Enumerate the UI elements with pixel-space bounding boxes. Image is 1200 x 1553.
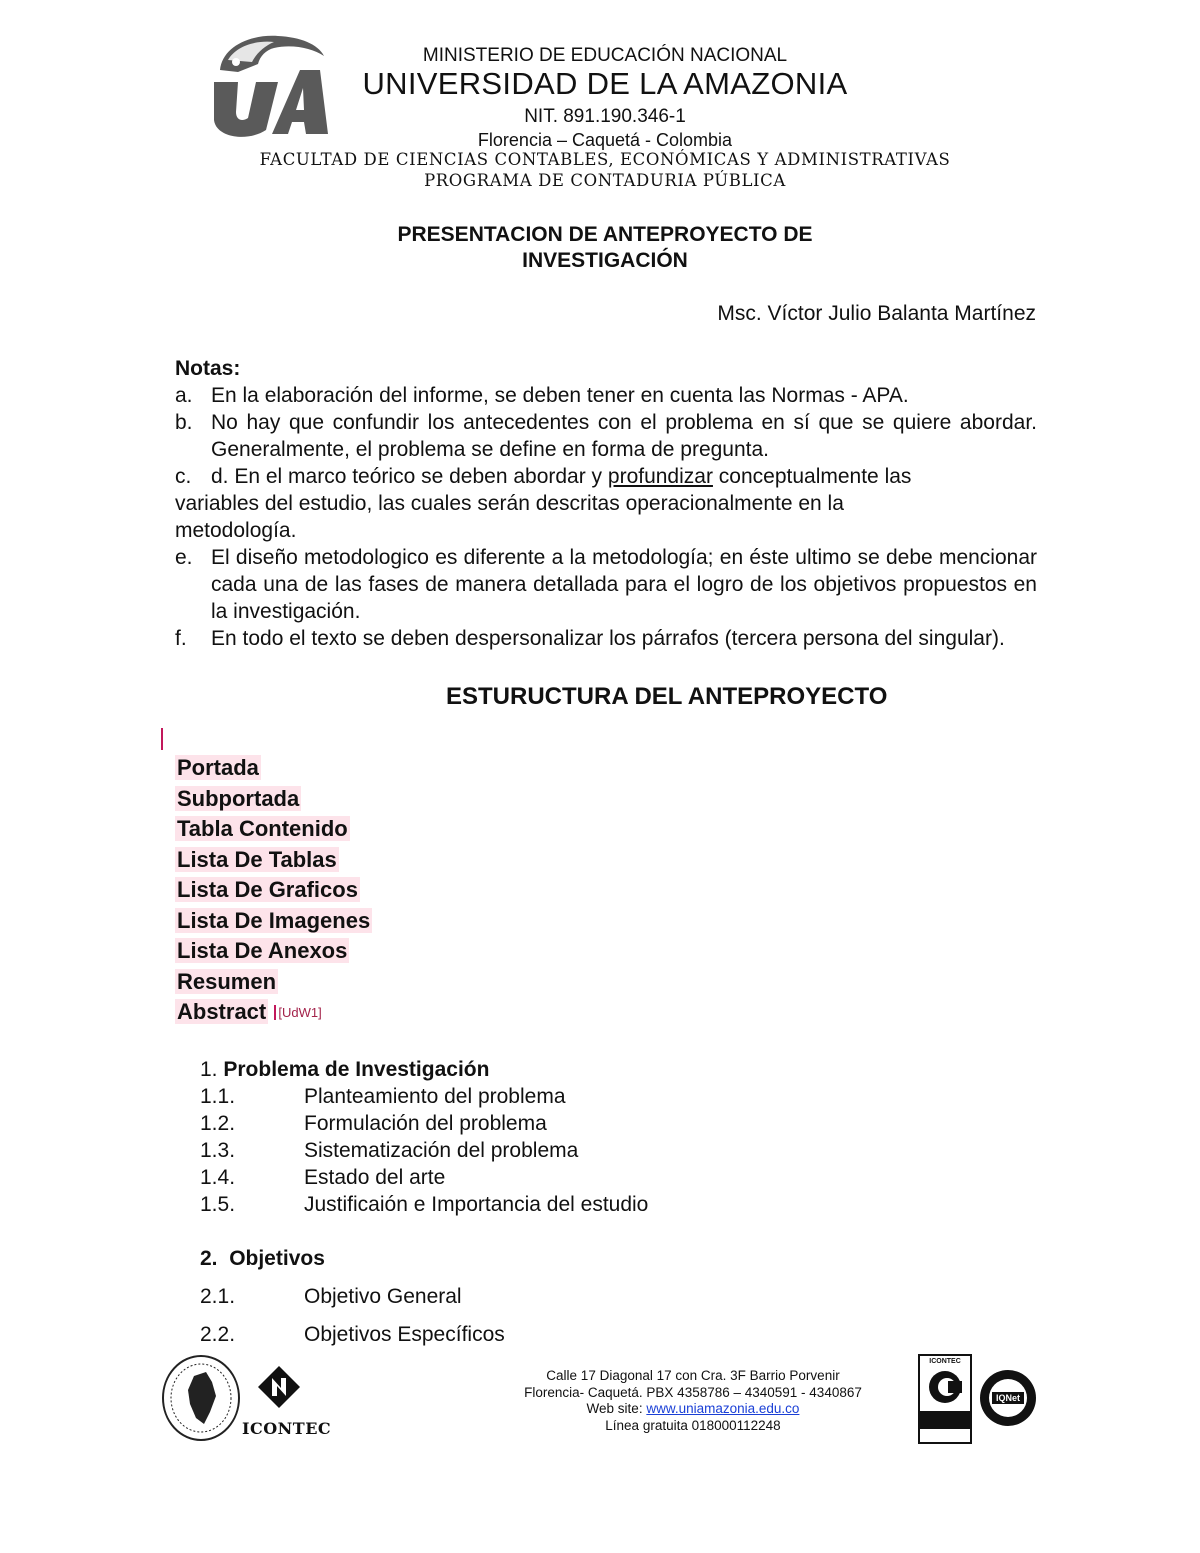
cert-label: ICONTEC: [929, 1358, 961, 1365]
iqnet-label: IQNet: [995, 1393, 1020, 1403]
section-item: [200, 1110, 648, 1137]
item-text: Objetivos Específicos: [304, 1323, 505, 1346]
item-number: 1.4.: [200, 1166, 236, 1189]
note-item: [175, 463, 1037, 490]
toc-item[interactable]: [175, 845, 372, 876]
section-heading: Problema de Investigación: [223, 1058, 490, 1081]
section-heading: Objetivos: [229, 1247, 325, 1270]
toc-list: [175, 753, 372, 1028]
note-label: f.: [175, 627, 187, 650]
toc-item-label: Subportada: [177, 785, 300, 811]
note-item: [175, 409, 1037, 463]
note-text-part: conceptualmente las: [712, 465, 912, 488]
toc-item[interactable]: [175, 814, 372, 845]
note-label: a.: [175, 384, 193, 407]
document-title-line1: PRESENTACION DE ANTEPROYECTO DE: [397, 223, 813, 246]
iqnet-icon: [978, 1368, 1038, 1428]
toc-item[interactable]: [175, 753, 372, 784]
section-item: [200, 1191, 648, 1218]
toc-item[interactable]: [175, 997, 372, 1028]
note-item: [175, 382, 1037, 409]
item-text: Estado del arte: [304, 1166, 446, 1189]
section-heading-row: [200, 1056, 648, 1083]
section-heading-row: [200, 1245, 505, 1283]
university-name: UNIVERSIDAD DE LA AMAZONIA: [362, 66, 848, 101]
program-name: PROGRAMA DE CONTADURIA PÚBLICA: [424, 171, 786, 190]
note-label: c.: [175, 465, 192, 488]
note-label: b.: [175, 411, 193, 434]
faculty-name: FACULTAD DE CIENCIAS CONTABLES, ECONÓMICAS Y ADMINISTRATIVAS: [259, 150, 951, 169]
note-text: No hay que confundir los antecedentes con el problema en sí que se quiere abordar. Generalmente, el problema se define en forma de pregunta.: [211, 411, 1037, 461]
structure-title: ESTURUCTURA DEL ANTEPROYECTO: [446, 683, 888, 710]
section-number: 2.: [200, 1247, 218, 1270]
cert-band: [920, 1411, 970, 1429]
item-text: Justificaión e Importancia del estudio: [304, 1193, 649, 1216]
comment-marker[interactable]: [UdW1]: [274, 1005, 321, 1020]
item-number: 1.1.: [200, 1085, 236, 1108]
text-cursor: [161, 728, 163, 750]
note-text: En la elaboración del informe, se deben tener en cuenta las Normas - APA.: [211, 384, 909, 407]
toc-item[interactable]: [175, 906, 372, 937]
toc-item-label: Tabla Contenido: [177, 816, 348, 841]
footer-phones: Florencia- Caquetá. PBX 4358786 – 4340591 - 4340867: [524, 1384, 862, 1400]
footer-hotline: Línea gratuita 018000112248: [605, 1417, 781, 1433]
note-text: En todo el texto se deben despersonalizar los párrafos (tercera persona del singular).: [211, 627, 1005, 650]
section-item: [200, 1283, 505, 1321]
website-link[interactable]: www.uniamazonia.edu.co: [646, 1401, 800, 1416]
note-label: e.: [175, 546, 193, 569]
section-problema: [200, 1056, 648, 1218]
section-item: [200, 1321, 505, 1359]
note-continuation: variables del estudio, las cuales serán descritas operacionalmente en la metodología.: [175, 492, 844, 542]
item-text: Planteamiento del problema: [304, 1085, 566, 1108]
item-number: 1.5.: [200, 1193, 236, 1216]
note-item: [175, 625, 1037, 652]
ministry-name: MINISTERIO DE EDUCACIÓN NACIONAL: [422, 45, 788, 66]
icontec-label: ICONTEC: [242, 1419, 332, 1438]
toc-item-label: Lista De Graficos: [177, 877, 358, 902]
web-label: Web site:: [586, 1401, 643, 1416]
toc-item-label: Lista De Imagenes: [177, 907, 371, 933]
author-name: Msc. Víctor Julio Balanta Martínez: [717, 302, 1036, 325]
location: Florencia – Caquetá - Colombia: [477, 130, 733, 150]
footer-web: [380, 1401, 1006, 1418]
toc-item[interactable]: [175, 875, 372, 906]
toc-item-label: Lista De Tablas: [177, 846, 337, 872]
note-item: [175, 544, 1037, 625]
notes-heading: Notas:: [175, 357, 241, 380]
section-number: 1.: [200, 1058, 218, 1081]
note-text: El diseño metodologico es diferente a la metodología; en éste ultimo se debe mencionar cada una de las fases de manera detallada para el logro de los objetivos propuestos en la investigación.: [211, 546, 1037, 623]
section-item: [200, 1137, 648, 1164]
note-text: [211, 463, 1037, 490]
colombia-seal-icon: [160, 1352, 242, 1444]
toc-item[interactable]: [175, 936, 372, 967]
item-text: Objetivo General: [304, 1285, 462, 1308]
item-number: 2.2.: [200, 1323, 236, 1346]
footer-contact: [380, 1368, 1006, 1434]
toc-item-label: Abstract: [177, 999, 267, 1024]
note-text-part: d. En el marco teórico se deben abordar y: [211, 465, 608, 488]
footer-address: Calle 17 Diagonal 17 con Cra. 3F Barrio Porvenir: [546, 1368, 840, 1383]
section-item: [200, 1164, 648, 1191]
item-text: Sistematización del problema: [304, 1139, 579, 1162]
section-objetivos: [200, 1245, 505, 1359]
icontec-diamond-icon: [256, 1364, 302, 1410]
item-number: 1.3.: [200, 1139, 236, 1162]
toc-item[interactable]: [175, 784, 372, 815]
nit-number: NIT. 891.190.346-1: [524, 106, 686, 127]
toc-item[interactable]: [175, 967, 372, 998]
icontec-certificate-icon: [918, 1354, 972, 1444]
item-number: 2.1.: [200, 1285, 236, 1308]
underlined-word: profundizar: [607, 465, 713, 488]
notes-section: [175, 355, 1037, 652]
document-title-line2: INVESTIGACIÓN: [522, 249, 688, 272]
item-number: 1.2.: [200, 1112, 236, 1135]
toc-item-label: Lista De Anexos: [177, 938, 348, 963]
toc-item-label: Portada: [177, 755, 259, 780]
item-text: Formulación del problema: [304, 1112, 547, 1135]
section-item: [200, 1083, 648, 1110]
toc-item-label: Resumen: [177, 968, 277, 994]
